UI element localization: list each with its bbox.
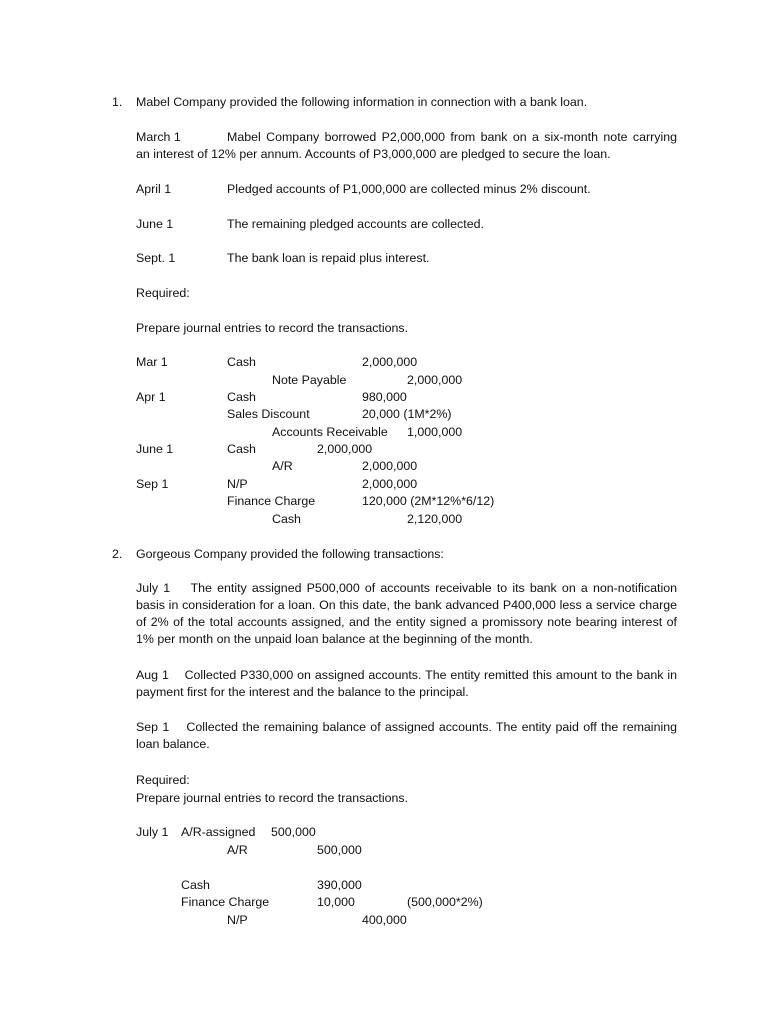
q2-sep-paragraph: Sep 1 Collected the remaining balance of assigned accounts. The entity paid off the remaining loan balance. — [136, 720, 681, 751]
journal-account: Cash — [227, 442, 256, 456]
journal-amount: 980,000 — [362, 390, 407, 404]
journal-account: Cash — [272, 512, 301, 526]
journal-account: A/R — [227, 843, 248, 857]
journal-account: Finance Charge — [227, 494, 316, 508]
q1-april-text: Pledged accounts of P1,000,000 are collected minus 2% discount. — [227, 182, 591, 196]
journal-amount: 2,000,000 — [362, 355, 418, 369]
journal-amount: 2,000,000 — [362, 477, 418, 491]
q2-required: Required: — [136, 773, 190, 787]
journal-account: Cash — [227, 390, 256, 404]
journal-date: Mar 1 — [136, 355, 168, 369]
journal-amount: 2,000,000 — [362, 459, 418, 473]
q2-instruction: Prepare journal entries to record the transactions. — [136, 791, 409, 805]
journal-amount: 500,000 — [317, 843, 362, 857]
journal-account: Cash — [181, 878, 210, 892]
journal-amount: 120,000 (2M*12%*6/12) — [362, 494, 495, 508]
journal-amount: 2,000,000 — [407, 373, 463, 387]
q1-april-date: April 1 — [136, 182, 172, 196]
q2-number: 2. — [112, 547, 123, 561]
q2-aug-paragraph: Aug 1 Collected P330,000 on assigned accounts. The entity remitted this amount to the bank in payment first for the interest and the balance to the principal. — [136, 668, 681, 699]
q1-june-date: June 1 — [136, 217, 174, 231]
q1-march-line1: Mabel Company borrowed P2,000,000 from bank on a six-month note carrying — [227, 130, 677, 144]
q1-instruction: Prepare journal entries to record the transactions. — [136, 321, 409, 335]
journal-account: A/R — [272, 459, 293, 473]
journal-account: Accounts Receivable — [272, 425, 388, 439]
journal-account: N/P — [227, 913, 248, 927]
q1-march-line2: an interest of 12% per annum. Accounts of P3,000,000 are pledged to secure the loan. — [136, 147, 611, 161]
journal-date: July 1 — [136, 825, 169, 839]
q2-intro: Gorgeous Company provided the following transactions: — [136, 547, 444, 561]
journal-amount: 2,000,000 — [317, 442, 373, 456]
journal-account: Sales Discount — [227, 407, 310, 421]
journal-amount: 400,000 — [362, 913, 407, 927]
q1-march-date: March 1 — [136, 130, 181, 144]
journal-amount: 20,000 (1M*2%) — [362, 407, 452, 421]
q1-required: Required: — [136, 286, 190, 300]
journal-account: N/P — [227, 477, 248, 491]
journal-amount: 390,000 — [317, 878, 362, 892]
q1-sept-date: Sept. 1 — [136, 251, 176, 265]
journal-account: Cash — [227, 355, 256, 369]
q1-june-text: The remaining pledged accounts are collected. — [227, 217, 484, 231]
journal-account: Finance Charge — [181, 895, 270, 909]
journal-account: Note Payable — [272, 373, 347, 387]
q2-july-paragraph: July 1 The entity assigned P500,000 of accounts receivable to its bank on a non-notification basis in consideration for a loan. On this date, the bank advanced P400,000 less a service charge of 2% of the total accounts assigned, and the entity signed a promissory note bearing interest of 1% per month on the unpaid loan balance at the beginning of the month. — [136, 581, 681, 646]
q1-intro: Mabel Company provided the following information in connection with a bank loan. — [136, 95, 588, 109]
journal-amount: 500,000 — [271, 825, 316, 839]
journal-note: (500,000*2%) — [407, 895, 483, 909]
journal-date: June 1 — [136, 442, 174, 456]
journal-date: Sep 1 — [136, 477, 169, 491]
journal-amount: 1,000,000 — [407, 425, 463, 439]
journal-date: Apr 1 — [136, 390, 166, 404]
journal-account: A/R-assigned — [181, 825, 256, 839]
q1-number: 1. — [112, 95, 123, 109]
journal-amount: 2,120,000 — [407, 512, 463, 526]
journal-amount: 10,000 — [317, 895, 355, 909]
q1-sept-text: The bank loan is repaid plus interest. — [227, 251, 430, 265]
